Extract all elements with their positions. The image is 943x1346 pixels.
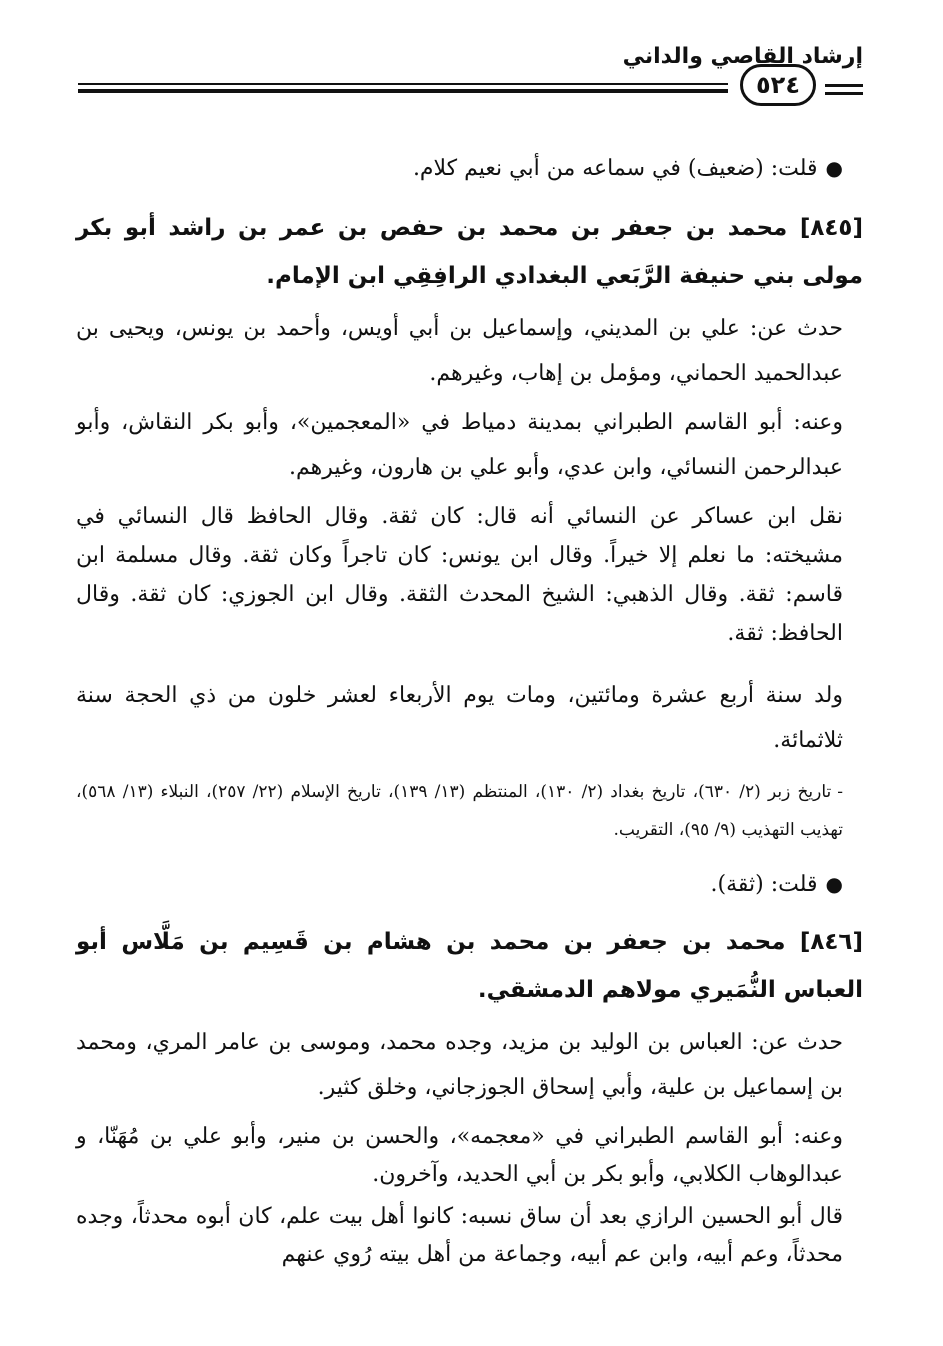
header-rule	[78, 89, 728, 93]
entry-heading: [٨٤٥] محمد بن جعفر بن محمد بن حفص بن عمر بن راشد أبو بكر مولى بني حنيفة الرَّبَعي البغدادي الرافِقِي ابن الإمام.	[76, 215, 863, 289]
paragraph-text: قلت: (ضعيف) في سماعه من أبي نعيم كلام.	[412, 156, 818, 181]
paragraph: وعنه: أبو القاسم الطبراني في «معجمه»، والحسن بن منير، وأبو علي بن مُهَنّا، و عبدالوهاب الكلابي، وأبو بكر بن أبي الحديد، وآخرون.	[76, 1124, 844, 1187]
entry-heading: [٨٤٦] محمد بن جعفر بن محمد بن هشام بن قَسِيم بن مَلَّاس أبو العباس النُّمَيري مولاهم الدمشقي.	[76, 929, 863, 1003]
bullet-icon: ●	[825, 156, 843, 180]
paragraph: نقل ابن عساكر عن النسائي أنه قال: كان ثقة. وقال الحافظ قال النسائي في مشيخته: ما نعلم إلا خيراً. وقال ابن يونس: كان تاجراً وكان ثقة. وقال مسلمة ابن قاسم: ثقة. وقال الذهبي: الشيخ المحدث الثقة. وقال ابن الجوزي: كان ثقة. وقال الحافظ: ثقة.	[76, 504, 843, 646]
reference-dash: -	[837, 782, 844, 802]
paragraph	[76, 146, 843, 191]
reference-text: تاريخ زبر (٢/ ٦٣٠)، تاريخ بغداد (٢/ ١٣٠)، المنتظم (١٣/ ١٣٩)، تاريخ الإسلام (٢٢/ ٢٥٧)، النبلاء (١٣/ ٥٦٨)، تهذيب التهذيب (٩/ ٩٥)، التقريب.	[76, 782, 843, 840]
paragraph: حدث عن: العباس بن الوليد بن مزيد، وجده محمد، وموسى بن عامر المري، ومحمد بن إسماعيل بن علية، وأبي إسحاق الجوزجاني، وخلق كثير.	[76, 1030, 843, 1100]
paragraph	[76, 862, 843, 907]
paragraph: ولد سنة أربع عشرة ومائتين، ومات يوم الأربعاء لعشر خلون من ذي الحجة سنة ثلاثمائة.	[76, 683, 843, 753]
header-rule	[78, 83, 728, 85]
paragraph: وعنه: أبو القاسم الطبراني بمدينة دمياط في «المعجمين»، وأبو بكر النقاش، وأبو عبدالرحمن النسائي، وابن عدي، وأبو علي بن هارون، وغيرهم.	[76, 410, 843, 480]
bullet-icon: ●	[825, 872, 843, 896]
page-number: ٥٢٤	[740, 64, 816, 106]
running-header-title: إرشاد القاصي والداني	[622, 44, 863, 69]
header-rule	[825, 84, 863, 87]
source-references	[76, 773, 843, 849]
paragraph: قال أبو الحسين الرازي بعد أن ساق نسبه: كانوا أهل بيت علم، كان أبوه محدثاً، وجده محدثاً، وعم أبيه، وابن عم أبيه، وجماعة من أهل بيته رُوي عنهم	[76, 1204, 843, 1267]
paragraph: حدث عن: علي بن المديني، وإسماعيل بن أبي أويس، وأحمد بن يونس، ويحيى بن عبدالحميد الحماني، ومؤمل بن إهاب، وغيرهم.	[76, 316, 843, 386]
paragraph-text: قلت: (ثقة).	[710, 872, 818, 897]
header-rule	[825, 92, 863, 95]
